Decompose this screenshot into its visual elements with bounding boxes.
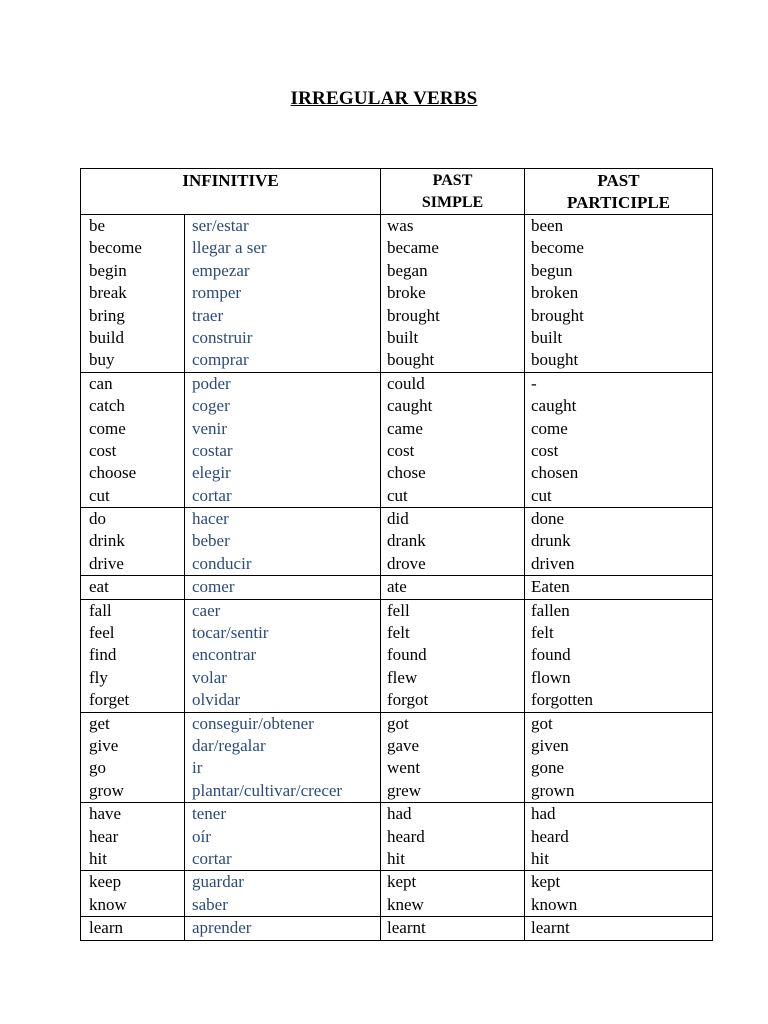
infinitive: be (89, 216, 106, 235)
infinitive: learn (89, 918, 123, 938)
past-participle: cut (531, 485, 552, 505)
verb-group-row (81, 215, 713, 373)
spanish-translation: poder (192, 373, 231, 393)
past-simple: cut (387, 485, 408, 505)
spanish-translation-cell (185, 599, 381, 712)
past-participle: cost (531, 440, 559, 460)
past-simple: began (387, 260, 428, 280)
spanish-translation: dar/regalar (192, 735, 266, 755)
past-simple-cell (381, 215, 525, 373)
past-participle-cell (525, 712, 713, 803)
verb-group-row (81, 599, 713, 712)
past-simple: was (387, 216, 414, 235)
past-simple: bought (387, 350, 435, 370)
spanish-translation-cell (185, 871, 381, 917)
past-simple: knew (387, 894, 424, 914)
infinitive: cut (89, 485, 110, 505)
past-participle: given (531, 735, 569, 755)
past-simple: chose (387, 463, 426, 483)
verb-group-row (81, 871, 713, 917)
infinitive-cell (81, 871, 185, 917)
spanish-translation-cell (185, 576, 381, 599)
spanish-translation-cell (185, 917, 381, 940)
past-participle: gone (531, 758, 565, 778)
spanish-translation: empezar (192, 260, 250, 280)
spanish-translation: comer (192, 577, 235, 597)
past-participle: known (531, 894, 578, 914)
past-simple: drank (387, 531, 426, 551)
spanish-translation: cortar (192, 485, 232, 505)
past-participle: driven (531, 553, 575, 573)
spanish-translation: hacer (192, 509, 229, 529)
infinitive: give (89, 735, 119, 755)
spanish-translation: ir (192, 758, 203, 778)
spanish-translation: volar (192, 667, 227, 687)
past-participle-cell (525, 599, 713, 712)
infinitive: choose (89, 463, 137, 483)
past-simple: learnt (387, 918, 426, 938)
past-participle: come (531, 418, 568, 438)
irregular-verbs-table (80, 168, 713, 941)
past-participle: forgotten (531, 690, 594, 710)
spanish-translation: construir (192, 327, 253, 347)
infinitive: feel (89, 623, 115, 643)
spanish-translation: saber (192, 894, 228, 914)
past-simple: did (387, 509, 409, 529)
past-simple: fell (387, 600, 410, 620)
past-simple-cell (381, 372, 525, 507)
infinitive-cell (81, 215, 185, 373)
spanish-translation-cell (185, 803, 381, 871)
past-simple: ate (387, 577, 407, 597)
infinitive: can (89, 373, 113, 393)
spanish-translation: conseguir/obtener (192, 713, 314, 733)
past-participle: grown (531, 780, 575, 800)
spanish-translation: olvidar (192, 690, 241, 710)
past-participle: brought (531, 305, 584, 325)
spanish-translation: caer (192, 600, 221, 620)
spanish-translation: cortar (192, 848, 232, 868)
spanish-translation: plantar/cultivar/crecer (192, 780, 343, 800)
verb-group-row (81, 508, 713, 576)
header-past-simple-line2: SIMPLE (421, 194, 484, 211)
spanish-translation: coger (192, 396, 230, 416)
past-simple: heard (387, 826, 425, 846)
spanish-translation: traer (192, 305, 224, 325)
past-simple: forgot (387, 690, 429, 710)
past-participle: broken (531, 283, 579, 303)
past-participle: bought (531, 350, 579, 370)
spanish-translation: tocar/sentir (192, 623, 269, 643)
past-simple: flew (387, 667, 418, 687)
spanish-translation-cell (185, 372, 381, 507)
past-simple: came (387, 418, 423, 438)
infinitive: have (89, 804, 122, 824)
past-participle: caught (531, 396, 577, 416)
verb-group-row (81, 712, 713, 803)
past-participle-cell (525, 871, 713, 917)
header-past-participle-line2: PARTICIPLE (567, 193, 671, 212)
past-simple: grew (387, 780, 421, 800)
infinitive: eat (89, 577, 109, 597)
header-past-simple (381, 169, 525, 215)
infinitive-cell (81, 372, 185, 507)
past-participle: done (531, 509, 565, 529)
past-participle: learnt (531, 918, 570, 938)
infinitive-cell (81, 712, 185, 803)
infinitive: keep (89, 872, 122, 892)
spanish-translation: costar (192, 440, 233, 460)
infinitive: catch (89, 396, 125, 416)
past-simple-cell (381, 508, 525, 576)
past-simple: gave (387, 735, 420, 755)
past-participle-cell (525, 576, 713, 599)
past-participle-cell (525, 372, 713, 507)
infinitive: know (89, 894, 127, 914)
past-participle: felt (531, 623, 554, 643)
past-participle: drunk (531, 531, 571, 551)
past-participle: fallen (531, 600, 570, 620)
infinitive: come (89, 418, 126, 438)
infinitive: break (89, 283, 127, 303)
infinitive: forget (89, 690, 130, 710)
past-simple-cell (381, 803, 525, 871)
spanish-translation: aprender (192, 918, 252, 938)
infinitive-cell (81, 576, 185, 599)
past-simple: brought (387, 305, 440, 325)
table-body (81, 215, 713, 941)
spanish-translation-cell (185, 215, 381, 373)
past-simple-cell (381, 599, 525, 712)
past-simple: had (387, 804, 412, 824)
past-simple: caught (387, 396, 433, 416)
past-simple-cell (381, 917, 525, 940)
infinitive: do (89, 509, 106, 529)
past-simple-cell (381, 712, 525, 803)
infinitive: fly (89, 667, 108, 687)
verb-group-row (81, 803, 713, 871)
infinitive: build (89, 327, 124, 347)
header-past-simple-line1: PAST (432, 172, 473, 189)
infinitive-cell (81, 599, 185, 712)
past-participle: built (531, 327, 563, 347)
infinitive: cost (89, 440, 117, 460)
infinitive: hit (89, 848, 107, 868)
infinitive-cell (81, 508, 185, 576)
table-header (81, 169, 713, 215)
spanish-translation: tener (192, 804, 226, 824)
past-participle: Eaten (531, 577, 570, 597)
past-simple-cell (381, 871, 525, 917)
infinitive-cell (81, 803, 185, 871)
infinitive: hear (89, 826, 119, 846)
past-participle: been (531, 216, 564, 235)
past-participle: heard (531, 826, 569, 846)
past-participle: kept (531, 872, 561, 892)
infinitive: begin (89, 260, 127, 280)
infinitive: fall (89, 600, 112, 620)
past-participle: hit (531, 848, 549, 868)
spanish-translation: beber (192, 531, 230, 551)
infinitive: drive (89, 553, 124, 573)
past-simple: felt (387, 623, 410, 643)
past-simple: became (387, 238, 439, 258)
verb-group-row (81, 917, 713, 940)
header-past-participle-line1: PAST (597, 171, 640, 190)
past-simple-cell (381, 576, 525, 599)
past-simple: could (387, 373, 425, 393)
past-participle-cell (525, 215, 713, 373)
spanish-translation: comprar (192, 350, 249, 370)
verb-group-row (81, 576, 713, 599)
spanish-translation: llegar a ser (192, 238, 267, 258)
spanish-translation-cell (185, 712, 381, 803)
spanish-translation: oír (192, 826, 211, 846)
past-participle: found (531, 645, 571, 665)
infinitive: grow (89, 780, 124, 800)
verb-group-row (81, 372, 713, 507)
spanish-translation: guardar (192, 872, 244, 892)
past-simple: broke (387, 283, 426, 303)
page-title: IRREGULAR VERBS (290, 88, 478, 109)
header-row (81, 169, 713, 215)
spanish-translation: conducir (192, 553, 252, 573)
infinitive: go (89, 758, 106, 778)
infinitive-cell (81, 917, 185, 940)
past-simple: got (387, 713, 409, 733)
past-participle: become (531, 238, 584, 258)
spanish-translation: venir (192, 418, 227, 438)
header-infinitive: INFINITIVE (81, 169, 381, 215)
past-simple: built (387, 327, 419, 347)
past-participle: flown (531, 667, 571, 687)
past-simple: found (387, 645, 427, 665)
past-participle-cell (525, 508, 713, 576)
spanish-translation: ser/estar (192, 216, 249, 235)
past-simple: kept (387, 872, 417, 892)
past-participle: - (531, 373, 537, 393)
past-participle-cell (525, 803, 713, 871)
infinitive: drink (89, 531, 125, 551)
past-participle: got (531, 713, 553, 733)
past-participle: chosen (531, 463, 579, 483)
past-simple: hit (387, 848, 405, 868)
infinitive: find (89, 645, 117, 665)
past-simple: drove (387, 553, 426, 573)
infinitive: buy (89, 350, 115, 370)
infinitive: bring (89, 305, 125, 325)
spanish-translation: romper (192, 283, 242, 303)
past-participle: had (531, 804, 556, 824)
past-participle: begun (531, 260, 573, 280)
header-past-participle (525, 169, 713, 215)
infinitive: become (89, 238, 142, 258)
past-participle-cell (525, 917, 713, 940)
past-simple: cost (387, 440, 415, 460)
past-simple: went (387, 758, 421, 778)
spanish-translation: elegir (192, 463, 231, 483)
spanish-translation: encontrar (192, 645, 257, 665)
spanish-translation-cell (185, 508, 381, 576)
infinitive: get (89, 713, 110, 733)
